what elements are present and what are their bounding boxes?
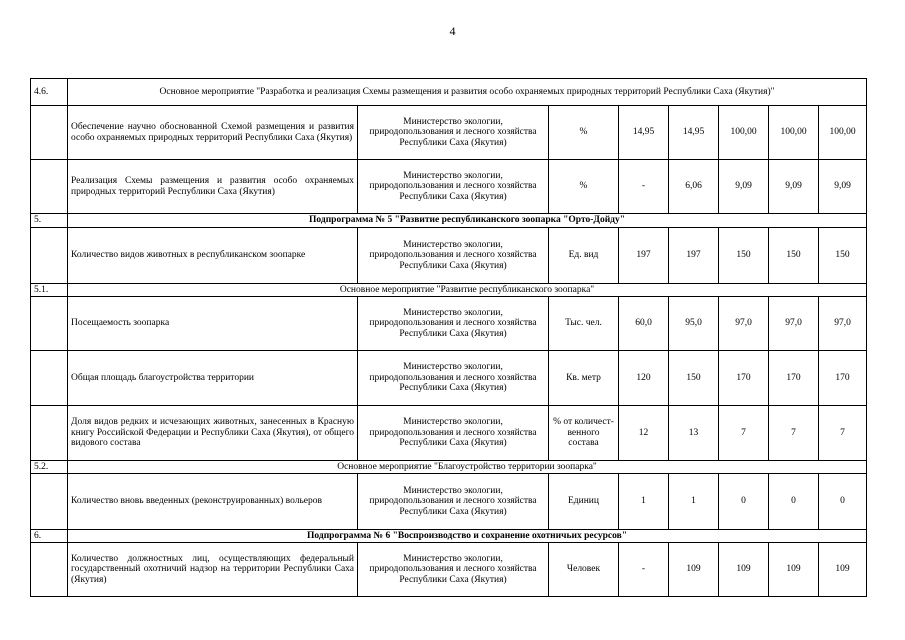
value-cell: 150 <box>719 228 769 284</box>
indicator-name: Доля видов редких и исчезающих животных, занесенных в Красную книгу Российской Федерации и Республики Саха (Якутия), от общего видового состава <box>68 406 358 461</box>
value-cell: 0 <box>819 474 867 530</box>
value-cell: 100,00 <box>719 106 769 160</box>
value-cell: 109 <box>719 543 769 597</box>
row-number-empty <box>31 543 68 597</box>
row-number: 5.1. <box>31 284 68 297</box>
table-row <box>31 474 867 530</box>
responsible-executor: Министерство экологии, природопользования и лесного хозяйства Республики Саха (Якутия) <box>358 406 549 461</box>
page-number: 4 <box>449 24 456 38</box>
row-number-empty <box>31 474 68 530</box>
table-row <box>31 406 867 461</box>
value-cell: 109 <box>819 543 867 597</box>
value-cell: 170 <box>719 351 769 406</box>
value-cell: 13 <box>669 406 719 461</box>
unit-of-measure: % <box>549 160 619 214</box>
row-number-empty <box>31 228 68 284</box>
section-row <box>31 79 867 106</box>
row-number: 4.6. <box>31 79 68 106</box>
row-number: 5.2. <box>31 461 68 474</box>
indicator-name: Посещаемость зоопарка <box>68 297 358 351</box>
value-cell: 100,00 <box>769 106 819 160</box>
table-row <box>31 351 867 406</box>
section-row <box>31 284 867 297</box>
responsible-executor: Министерство экологии, природопользования и лесного хозяйства Республики Саха (Якутия) <box>358 160 549 214</box>
section-title: Основное мероприятие "Развитие республиканского зоопарка" <box>68 284 867 297</box>
unit-of-measure: Ед. вид <box>549 228 619 284</box>
row-number-empty <box>31 160 68 214</box>
value-cell: 150 <box>769 228 819 284</box>
value-cell: 97,0 <box>769 297 819 351</box>
table-row <box>31 160 867 214</box>
responsible-executor: Министерство экологии, природопользования и лесного хозяйства Республики Саха (Якутия) <box>358 106 549 160</box>
value-cell: 97,0 <box>719 297 769 351</box>
value-cell: 95,0 <box>669 297 719 351</box>
table-row <box>31 106 867 160</box>
indicators-table <box>30 78 867 597</box>
indicator-name: Обеспечение научно обоснованной Схемой размещения и развития особо охраняемых природных территорий Республики Саха (Якутия) <box>68 106 358 160</box>
value-cell: 0 <box>769 474 819 530</box>
value-cell: 109 <box>669 543 719 597</box>
value-cell: 197 <box>619 228 669 284</box>
value-cell: 150 <box>819 228 867 284</box>
responsible-executor: Министерство экологии, природопользования и лесного хозяйства Республики Саха (Якутия) <box>358 543 549 597</box>
row-number: 6. <box>31 530 68 543</box>
value-cell: 0 <box>719 474 769 530</box>
value-cell: 170 <box>819 351 867 406</box>
table-row <box>31 297 867 351</box>
value-cell: 1 <box>669 474 719 530</box>
responsible-executor: Министерство экологии, природопользования и лесного хозяйства Республики Саха (Якутия) <box>358 351 549 406</box>
unit-of-measure: Тыс. чел. <box>549 297 619 351</box>
value-cell: 197 <box>669 228 719 284</box>
value-cell: 12 <box>619 406 669 461</box>
value-cell: 150 <box>669 351 719 406</box>
section-row <box>31 461 867 474</box>
value-cell: 7 <box>819 406 867 461</box>
value-cell: 14,95 <box>669 106 719 160</box>
row-number-empty <box>31 351 68 406</box>
row-number-empty <box>31 297 68 351</box>
row-number: 5. <box>31 214 68 228</box>
value-cell: 14,95 <box>619 106 669 160</box>
value-cell: 100,00 <box>819 106 867 160</box>
section-title: Подпрограмма № 6 "Воспроизводство и сохранение охотничьих ресурсов" <box>68 530 867 543</box>
value-cell: 9,09 <box>719 160 769 214</box>
value-cell: 7 <box>719 406 769 461</box>
value-cell: 6,06 <box>669 160 719 214</box>
indicator-name: Количество видов животных в республиканском зоопарке <box>68 228 358 284</box>
indicator-name: Количество должностных лиц, осуществляющих федеральный государственный охотничий надзор на территории Республики Саха (Якутия) <box>68 543 358 597</box>
unit-of-measure: % <box>549 106 619 160</box>
unit-of-measure: Единиц <box>549 474 619 530</box>
section-row <box>31 530 867 543</box>
value-cell: 7 <box>769 406 819 461</box>
value-cell: - <box>619 160 669 214</box>
indicator-name: Количество вновь введенных (реконструированных) вольеров <box>68 474 358 530</box>
section-title: Подпрограмма № 5 "Развитие республиканского зоопарка "Орто-Дойду" <box>68 214 867 228</box>
row-number-empty <box>31 406 68 461</box>
unit-of-measure: Кв. метр <box>549 351 619 406</box>
unit-of-measure: Человек <box>549 543 619 597</box>
value-cell: 97,0 <box>819 297 867 351</box>
table-row <box>31 543 867 597</box>
section-row <box>31 214 867 228</box>
value-cell: 9,09 <box>819 160 867 214</box>
responsible-executor: Министерство экологии, природопользования и лесного хозяйства Республики Саха (Якутия) <box>358 228 549 284</box>
table-body <box>31 79 867 597</box>
value-cell: 109 <box>769 543 819 597</box>
row-number-empty <box>31 106 68 160</box>
unit-of-measure: % от количест-венного состава <box>549 406 619 461</box>
value-cell: - <box>619 543 669 597</box>
table-row <box>31 228 867 284</box>
value-cell: 9,09 <box>769 160 819 214</box>
responsible-executor: Министерство экологии, природопользования и лесного хозяйства Республики Саха (Якутия) <box>358 474 549 530</box>
section-title: Основное мероприятие "Разработка и реализация Схемы размещения и развития особо охраняемых природных территорий Республики Саха (Якутия)" <box>68 79 867 106</box>
value-cell: 170 <box>769 351 819 406</box>
value-cell: 60,0 <box>619 297 669 351</box>
value-cell: 120 <box>619 351 669 406</box>
indicator-name: Реализация Схемы размещения и развития особо охраняемых природных территорий Республики Саха (Якутия) <box>68 160 358 214</box>
value-cell: 1 <box>619 474 669 530</box>
section-title: Основное мероприятие "Благоустройство территории зоопарка" <box>68 461 867 474</box>
indicator-name: Общая площадь благоустройства территории <box>68 351 358 406</box>
responsible-executor: Министерство экологии, природопользования и лесного хозяйства Республики Саха (Якутия) <box>358 297 549 351</box>
